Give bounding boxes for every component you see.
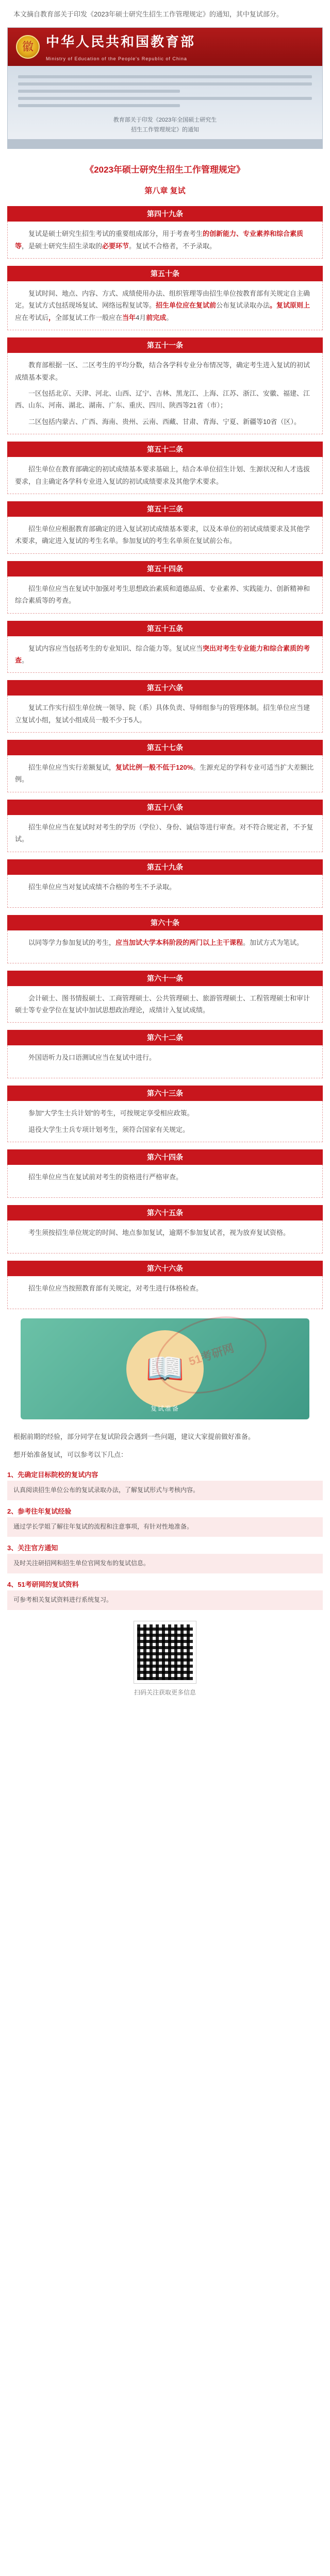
text-line — [18, 90, 180, 93]
article-block — [7, 740, 323, 792]
text-run: 招生单位应当按照教育部有关规定，对考生进行体格检查。 — [28, 1284, 203, 1293]
tip-body: 认真阅读招生单位公布的复试录取办法，了解复试形式与考核内容。 — [7, 1481, 323, 1500]
text-run: 招生单位应当实行差额复试， — [28, 764, 116, 772]
article-block — [7, 915, 323, 963]
tip-heading: 4、51考研网的复试资料 — [7, 1580, 79, 1588]
hero-caption-line-1: 教育部关于印发《2023年全国硕士研究生 — [113, 117, 217, 124]
text-run: 应当加试大学本科阶段的两门以上主干课程 — [116, 938, 243, 946]
text-run: 二区包括内蒙古、广西、海南、贵州、云南、西藏、甘肃、青海、宁夏、新疆等10省（区）。 — [28, 417, 301, 426]
article-heading: 第六十三条 — [7, 1086, 323, 1101]
qr-section — [0, 1621, 330, 1699]
text-run: 4月 — [136, 313, 146, 321]
article-body — [7, 353, 323, 434]
text-run: 公布复试录取办法 — [216, 301, 270, 310]
article-body — [7, 1221, 323, 1253]
article-block — [7, 1149, 323, 1198]
text-run: 。复试不合格者，不予录取。 — [129, 242, 217, 250]
article-block — [7, 859, 323, 908]
text-run: 招生单位应当在复试前对考生的资格进行严格审查。 — [28, 1173, 183, 1181]
hero-caption — [8, 115, 322, 134]
tip-body: 及时关注研招网和招生单位官网发布的复试信息。 — [7, 1554, 323, 1573]
article-body — [7, 1165, 323, 1198]
tip-item — [7, 1542, 323, 1573]
text-run: 一区包括北京、天津、河北、山西、辽宁、吉林、黑龙江、上海、江苏、浙江、安徽、福建、江西、山东、河南、湖北、湖南、广东、重庆、四川、陕西等21省（市）； — [15, 389, 310, 410]
article-heading: 第六十条 — [7, 915, 323, 930]
article-body — [7, 696, 323, 733]
article-paragraph — [15, 642, 315, 667]
text-run: 招生单位应当在复试时对考生的学历（学位）、身份、诚信等进行审查。对不符合规定者，不予复试。 — [15, 823, 314, 843]
tip-item — [7, 1469, 323, 1500]
article-heading: 第六十二条 — [7, 1030, 323, 1045]
text-run: 退役大学生士兵专项计划考生，须符合国家有关规定。 — [28, 1125, 190, 1133]
article-body — [7, 930, 323, 963]
article-block — [7, 621, 323, 673]
tip-body: 通过学长学姐了解往年复试的流程和注意事项，有针对性地准备。 — [7, 1517, 323, 1537]
text-run: 复试内容应当包括考生的专业知识、综合能力等。复试应当 — [28, 644, 203, 652]
article-block — [7, 501, 323, 554]
ministry-header — [8, 28, 322, 66]
text-line — [18, 104, 180, 107]
article-heading: 第四十九条 — [7, 206, 323, 222]
article-body — [7, 1101, 323, 1142]
text-run: 突出对考生专业能力和综合素质的考查 — [15, 644, 310, 664]
article-heading: 第六十六条 — [7, 1261, 323, 1276]
text-run: 。复试原则上 — [270, 301, 310, 310]
text-run: 外国语听力及口语测试应当在复试中进行。 — [28, 1054, 156, 1062]
text-run: ，是硕士研究生招生录取的 — [22, 242, 103, 250]
ministry-name-en: Ministry of Education of the People's Republic of China — [46, 56, 187, 61]
banner-image — [21, 1318, 309, 1419]
article-paragraph — [15, 1107, 315, 1119]
tip-item — [7, 1505, 323, 1537]
article-body — [7, 815, 323, 852]
article-paragraph — [15, 416, 315, 428]
article-block — [7, 1086, 323, 1142]
article-block — [7, 561, 323, 614]
article-body — [7, 636, 323, 673]
hero-caption-line-2: 招生工作管理规定》的通知 — [131, 127, 199, 133]
text-run: 参加“大学生士兵计划”的考生，可按规定享受相应政策。 — [28, 1109, 194, 1117]
outro-paragraph: 根据前期的经验，部分同学在复试阶段会遇到一些问题，建议大家提前做好准备。 — [13, 1433, 255, 1441]
text-run: 复试时间、地点、内容、方式、成绩使用办法、组织管理等由招生单位按教育部有关规定自主确定。复试方式包括现场复试、网络远程复试等。 — [15, 290, 310, 310]
hero-image — [7, 27, 323, 149]
article-paragraph — [15, 881, 315, 893]
chapter-title: 第八章 复试 — [144, 187, 186, 196]
text-run: 招生单位应当在复试中加强对考生思想政治素质和道德品质、专业素养、实践能力、创新精神和综合素质等的考查。 — [15, 584, 310, 605]
text-run: 必要环节 — [102, 242, 129, 250]
text-run: 教育部根据一区、二区考生的平均分数，结合各学科专业分布情况等，确定考生进入复试的初试成绩基本要求。 — [15, 361, 310, 381]
article-heading: 第五十条 — [7, 266, 323, 281]
article-block — [7, 1030, 323, 1078]
national-emblem-icon: 徽 — [16, 35, 40, 59]
article-block — [7, 206, 323, 259]
article-paragraph — [15, 1124, 315, 1136]
article-paragraph — [15, 1171, 315, 1183]
text-line — [18, 97, 312, 100]
text-run: 。 — [166, 313, 173, 321]
text-line — [18, 75, 312, 78]
tip-heading: 3、关注官方通知 — [7, 1544, 58, 1552]
watermark-stamp: 51考研网 — [146, 1303, 276, 1406]
banner-caption: 复试准备 — [150, 1404, 179, 1412]
article-block — [7, 337, 323, 434]
text-run: 。生源充足的学科专业可适当扩大差额比例。 — [15, 764, 314, 784]
ministry-name: 中华人民共和国教育部 — [46, 35, 196, 50]
article-block — [7, 680, 323, 733]
text-run: 前完成 — [146, 313, 167, 321]
text-run: 招生单位应在复试前 — [156, 301, 217, 310]
book-icon: 📖 — [126, 1330, 204, 1408]
article-paragraph — [15, 523, 315, 547]
article-paragraph — [15, 387, 315, 412]
text-run: 复试工作实行招生单位统一领导、院（系）具体负责、导师组参与的管理体制。招生单位应当建立复试小组，复试小组成员一般不少于5人。 — [15, 704, 310, 724]
tip-body: 可参考相关复试资料进行系统复习。 — [7, 1590, 323, 1610]
text-run: 。 — [22, 656, 29, 664]
article-heading: 第五十四条 — [7, 561, 323, 577]
article-paragraph — [15, 761, 315, 786]
text-run: 招生单位应当对复试成绩不合格的考生不予录取。 — [28, 883, 176, 891]
article-body — [7, 281, 323, 330]
articles-list — [0, 206, 330, 1309]
article-body — [7, 986, 323, 1023]
intro-text: 本文摘自教育部关于印发《2023年硕士研究生招生工作管理规定》的通知，其中复试部分。 — [13, 10, 283, 18]
text-line — [18, 82, 312, 86]
article-body — [7, 517, 323, 554]
article-paragraph — [15, 287, 315, 324]
text-run: 。加试方式为笔试。 — [243, 938, 304, 946]
article-heading: 第五十八条 — [7, 800, 323, 815]
text-run: 复试是硕士研究生招生考试的重要组成部分，用于考查考生 — [28, 230, 203, 238]
text-run: 全部复试工作一般应在 — [55, 313, 123, 321]
article-heading: 第五十一条 — [7, 337, 323, 353]
article-paragraph — [15, 1052, 315, 1063]
article-paragraph — [15, 359, 315, 383]
text-run: 应在考试后 — [15, 313, 49, 321]
article-heading: 第五十九条 — [7, 859, 323, 875]
article-paragraph — [15, 1227, 315, 1239]
tip-heading: 2、参考往年复试经验 — [7, 1507, 72, 1515]
outro-paragraph: 想开始准备复试，可以参考以下几点： — [13, 1450, 128, 1459]
article-paragraph — [15, 702, 315, 726]
article-block — [7, 266, 323, 330]
article-heading: 第五十二条 — [7, 442, 323, 457]
article-paragraph — [15, 228, 315, 252]
article-paragraph — [15, 992, 315, 1016]
qr-code[interactable] — [134, 1621, 196, 1683]
article-body — [7, 1276, 323, 1309]
article-block — [7, 442, 323, 494]
text-run: 复试比例一般不低于120% — [116, 764, 193, 772]
article-heading: 第五十六条 — [7, 680, 323, 696]
qr-caption: 扫码关注获取更多信息 — [134, 1688, 196, 1696]
tips-list — [0, 1469, 330, 1610]
text-run: 招生单位应根据教育部确定的进入复试初试成绩基本要求，以及本单位的初试成绩要求及其他学术要求，确定进入复试的考生名单。参加复试的考生名单须在复试前公布。 — [15, 524, 310, 545]
article-block — [7, 1261, 323, 1309]
article-block — [7, 800, 323, 852]
tip-item — [7, 1579, 323, 1610]
text-run: 会计硕士、图书情报硕士、工商管理硕士、公共管理硕士、旅游管理硕士、工程管理硕士和审计硕士等专业学位在复试中加试思想政治理论，成绩计入复试成绩。 — [15, 994, 310, 1014]
text-run: 考生须按招生单位规定的时间、地点参加复试，逾期不参加复试者，视为放弃复试资格。 — [28, 1229, 290, 1237]
text-run: 的创新能力、专业素养和综合素质等 — [15, 230, 304, 250]
outro-section — [0, 1429, 330, 1468]
article-heading: 第五十五条 — [7, 621, 323, 636]
article-paragraph — [15, 463, 315, 487]
notice-title: 《2023年硕士研究生招生工作管理规定》 — [85, 164, 245, 175]
hero-text-lines — [8, 66, 322, 116]
text-run: 招生单位在教育部确定的初试成绩基本要求基础上，结合本单位招生计划、生源状况和人才选拔要求，自主确定各学科专业进入复试的初试成绩要求及其他学术要求。 — [15, 465, 310, 485]
article-heading: 第六十一条 — [7, 971, 323, 986]
article-heading: 第六十五条 — [7, 1205, 323, 1221]
hero-footer-bar — [8, 139, 322, 148]
article-paragraph — [15, 937, 315, 948]
text-run: 以同等学力参加复试的考生， — [28, 938, 116, 946]
article-block — [7, 1205, 323, 1253]
article-block — [7, 971, 323, 1023]
article-body — [7, 577, 323, 614]
article-heading: 第五十七条 — [7, 740, 323, 755]
tip-heading: 1、先确定目标院校的复试内容 — [7, 1470, 98, 1479]
article-body — [7, 1045, 323, 1078]
article-heading: 第六十四条 — [7, 1149, 323, 1165]
article-body — [7, 222, 323, 259]
text-run: 当年 — [122, 313, 136, 321]
article-paragraph — [15, 1282, 315, 1294]
article-body — [7, 875, 323, 908]
text-run: ， — [48, 313, 56, 321]
ministry-title-block — [40, 30, 195, 63]
article-heading: 第五十三条 — [7, 501, 323, 517]
article-body — [7, 755, 323, 792]
article-paragraph — [15, 583, 315, 607]
article-paragraph — [15, 821, 315, 845]
article-body — [7, 457, 323, 494]
